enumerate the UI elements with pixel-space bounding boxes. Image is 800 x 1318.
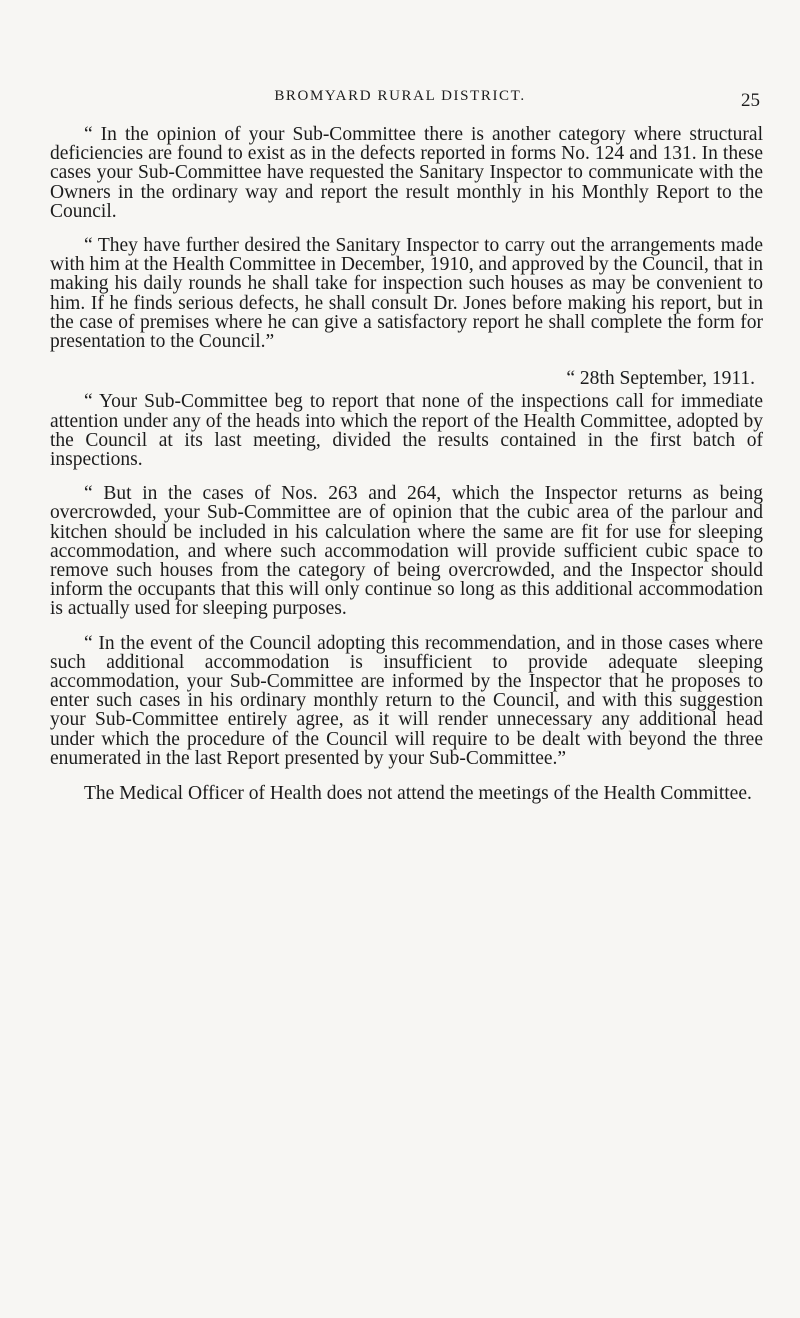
paragraph-overcrowding-cases: “ But in the cases of Nos. 263 and 264, which the Inspector returns as being overcrowded, your Sub-Committee are of opinion that the cubic area of the parlour and kitchen should be included in his calculation where the same are fit for use for sleeping accommodation, and where such accommodation will provide sufficient cubic space to remove such houses from the category of being overcrowded, and the Inspector should inform the occupants that this will only continue so long as this additional accommodation is actually used for sleeping purposes. xyxy=(50,483,763,620)
paragraph-council-recommendation: “ In the event of the Council adopting this recommendation, and in those cases where such additional accommodation is insufficient to provide adequate sleeping accommodation, your Sub-Committee are informed by the Inspector that he proposes to enter such cases in his ordinary monthly return to the Council, and with this suggestion your Sub-Committee entirely agree, as it will render unnecessary any additional head under which the procedure of the Council will require to be dealt with beyond the three enumerated in the last Report presented by your Sub-Committee.” xyxy=(50,632,763,769)
body-text xyxy=(50,125,763,803)
paragraph-medical-officer: The Medical Officer of Health does not attend the meetings of the Health Committee. xyxy=(84,783,752,805)
page-header xyxy=(0,88,800,114)
paragraph-no-immediate-attention: “ Your Sub-Committee beg to report that none of the inspections call for immediate attention under any of the heads into which the report of the Health Committee, adopted by the Council at its last meeting, divided the results contained in the first batch of inspections. xyxy=(50,391,763,471)
page-number: 25 xyxy=(741,90,760,111)
running-head: BROMYARD RURAL DISTRICT. xyxy=(274,88,526,104)
report-date: “ 28th September, 1911. xyxy=(566,368,755,390)
paragraph-inspector-arrangements: “ They have further desired the Sanitary Inspector to carry out the arrangements made with him at the Health Committee in December, 1910, and approved by the Council, that in making his daily rounds he shall take for inspection such houses as may be convenient to him. If he finds serious defects, he shall consult Dr. Jones before making his report, but in the case of premises where he can give a satisfactory report he shall complete the form for presentation to the Council.” xyxy=(50,235,763,353)
paragraph-structural-deficiencies: “ In the opinion of your Sub-Committee there is another category where structural deficiencies are found to exist as in the defects reported in forms No. 124 and 131. In these cases your Sub-Committee have requested the Sanitary Inspector to communicate with the Owners in the ordinary way and report the result monthly in his Monthly Report to the Council. xyxy=(50,124,763,222)
